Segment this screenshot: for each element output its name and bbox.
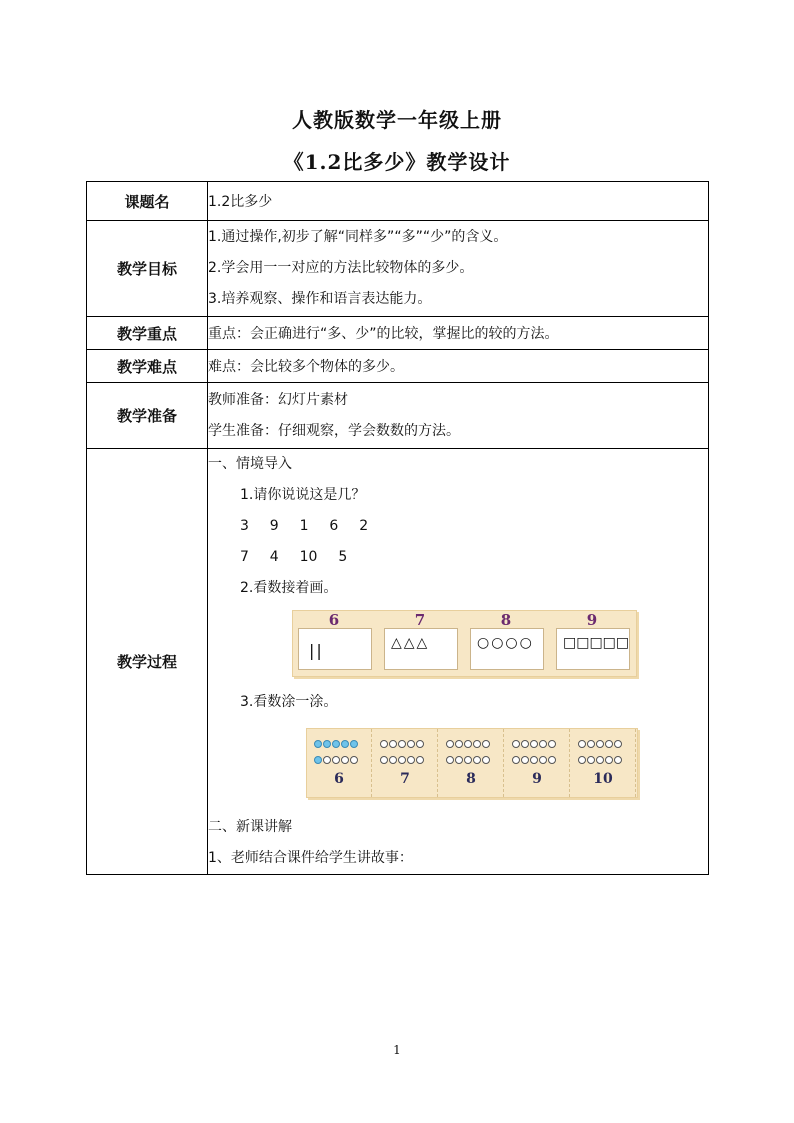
number-row: 3 9 1 6 2 — [240, 518, 369, 534]
document-title: 人教版数学一年级上册 — [292, 108, 502, 132]
empty-dot — [596, 756, 604, 764]
value-topic: 1.2比多少 — [208, 182, 709, 221]
draw-card-number: 6 — [328, 611, 340, 629]
empty-dot — [332, 756, 340, 764]
empty-dot — [512, 740, 520, 748]
label-process: 教学过程 — [87, 449, 208, 875]
empty-dot — [530, 740, 538, 748]
filled-dot — [323, 740, 331, 748]
empty-dot — [350, 756, 358, 764]
empty-dot — [482, 756, 490, 764]
empty-dot — [539, 756, 547, 764]
draw-card-content: ○○○○ — [477, 635, 534, 651]
dot-group — [314, 738, 370, 770]
draw-card — [384, 628, 458, 670]
empty-dot — [416, 756, 424, 764]
value-key: 重点：会正确进行“多、少”的比较，掌握比的较的方法。 — [208, 317, 709, 350]
filled-dot — [314, 756, 322, 764]
draw-card-number: 8 — [500, 611, 512, 629]
label-difficulty: 教学难点 — [87, 350, 208, 383]
label-topic: 课题名 — [87, 182, 208, 221]
empty-dot — [548, 740, 556, 748]
prep-line: 学生准备：仔细观察，学会数数的方法。 — [208, 422, 460, 439]
goal-line: 1.通过操作,初步了解“同样多”“多”“少”的含义。 — [208, 229, 508, 245]
filled-dot — [350, 740, 358, 748]
draw-card-number: 9 — [586, 611, 598, 629]
draw-card-content: □□□□□ — [563, 635, 630, 651]
empty-dot — [473, 756, 481, 764]
empty-dot — [464, 756, 472, 764]
goal-line: 2.学会用一一对应的方法比较物体的多少。 — [208, 260, 474, 276]
color-cell-number: 8 — [466, 771, 476, 787]
empty-dot — [446, 740, 454, 748]
draw-card — [470, 628, 544, 670]
step-text: 1、老师结合课件给学生讲故事： — [208, 850, 413, 866]
empty-dot — [578, 756, 586, 764]
filled-dot — [341, 740, 349, 748]
empty-dot — [512, 756, 520, 764]
empty-dot — [446, 756, 454, 764]
label-prep: 教学准备 — [87, 383, 208, 449]
draw-card-content: △△△ — [391, 635, 430, 651]
empty-dot — [455, 740, 463, 748]
question: 1.请你说说这是几？ — [240, 487, 366, 503]
empty-dot — [464, 740, 472, 748]
row-topic — [87, 182, 709, 221]
color-cell — [373, 729, 438, 797]
empty-dot — [473, 740, 481, 748]
empty-dot — [416, 740, 424, 748]
draw-card — [556, 628, 630, 670]
empty-dot — [596, 740, 604, 748]
row-prep — [87, 383, 709, 449]
dot-group — [446, 738, 502, 770]
empty-dot — [614, 756, 622, 764]
color-cell-number: 7 — [400, 771, 410, 787]
empty-dot — [407, 756, 415, 764]
empty-dot — [614, 740, 622, 748]
empty-dot — [341, 756, 349, 764]
draw-card-content: || — [309, 641, 324, 660]
empty-dot — [407, 740, 415, 748]
page-number: 1 — [393, 1043, 401, 1057]
section-heading: 一、情境导入 — [208, 456, 292, 472]
empty-dot — [389, 756, 397, 764]
label-goals: 教学目标 — [87, 221, 208, 317]
empty-dot — [587, 740, 595, 748]
section-heading: 二、新课讲解 — [208, 819, 292, 835]
empty-dot — [323, 756, 331, 764]
draw-card — [298, 628, 372, 670]
empty-dot — [521, 740, 529, 748]
dot-group — [512, 738, 568, 770]
lesson-plan-table — [86, 181, 709, 875]
draw-card-number: 7 — [414, 611, 426, 629]
row-process — [87, 449, 709, 875]
empty-dot — [548, 756, 556, 764]
empty-dot — [605, 740, 613, 748]
color-cell — [439, 729, 504, 797]
filled-dot — [314, 740, 322, 748]
color-by-number-strip — [306, 728, 638, 798]
color-cell — [307, 729, 372, 797]
empty-dot — [521, 756, 529, 764]
empty-dot — [380, 740, 388, 748]
color-cell-number: 10 — [593, 771, 613, 787]
row-key — [87, 317, 709, 350]
empty-dot — [587, 756, 595, 764]
empty-dot — [380, 756, 388, 764]
empty-dot — [389, 740, 397, 748]
row-difficulty — [87, 350, 709, 383]
color-cell-number: 9 — [532, 771, 542, 787]
goal-line: 3.培养观察、操作和语言表达能力。 — [208, 291, 432, 307]
prep-line: 教师准备：幻灯片素材 — [208, 391, 348, 408]
document-subtitle: 《1.2比多少》教学设计 — [283, 150, 511, 174]
color-cell — [505, 729, 570, 797]
empty-dot — [578, 740, 586, 748]
color-cell — [571, 729, 636, 797]
empty-dot — [539, 740, 547, 748]
empty-dot — [530, 756, 538, 764]
empty-dot — [398, 756, 406, 764]
filled-dot — [332, 740, 340, 748]
row-goals — [87, 221, 709, 317]
color-cell-number: 6 — [334, 771, 344, 787]
number-row: 7 4 10 5 — [240, 549, 348, 565]
empty-dot — [605, 756, 613, 764]
dot-group — [578, 738, 634, 770]
dot-group — [380, 738, 436, 770]
question: 3.看数涂一涂。 — [240, 694, 338, 710]
label-key: 教学重点 — [87, 317, 208, 350]
empty-dot — [398, 740, 406, 748]
question: 2.看数接着画。 — [240, 580, 338, 596]
value-difficulty: 难点：会比较多个物体的多少。 — [208, 350, 709, 383]
draw-by-number-strip — [292, 610, 637, 677]
empty-dot — [455, 756, 463, 764]
empty-dot — [482, 740, 490, 748]
